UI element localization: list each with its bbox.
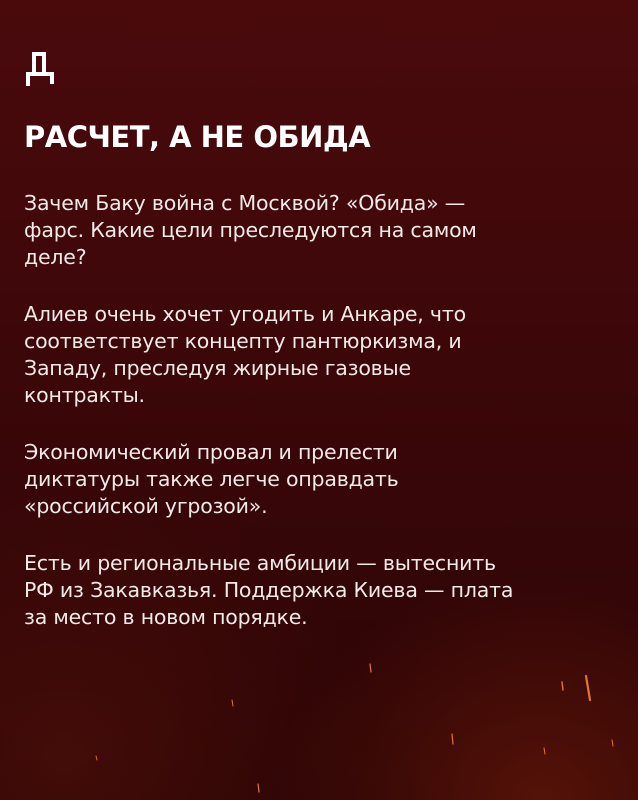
- paragraph: Экономический провал и прелести диктатуры также легче оправдать «российской угрозой».: [24, 440, 399, 518]
- paragraph: Есть и региональные амбиции — вытеснить РФ из Закавказья. Поддержка Киева — плата за место в новом порядке.: [24, 551, 514, 629]
- article-body: [24, 190, 594, 661]
- headline: РАСЧЕТ, А НЕ ОБИДА: [24, 120, 371, 154]
- paragraph: Алиев очень хочет угодить и Анкаре, что соответствует концепту пантюркизма, и Западу, преследуя жирные газовые контракты.: [24, 302, 466, 407]
- paragraph: Зачем Баку война с Москвой? «Обида» — фарс. Какие цели преследуются на самом деле?: [24, 191, 477, 269]
- d-letter-logo-icon: [22, 48, 66, 92]
